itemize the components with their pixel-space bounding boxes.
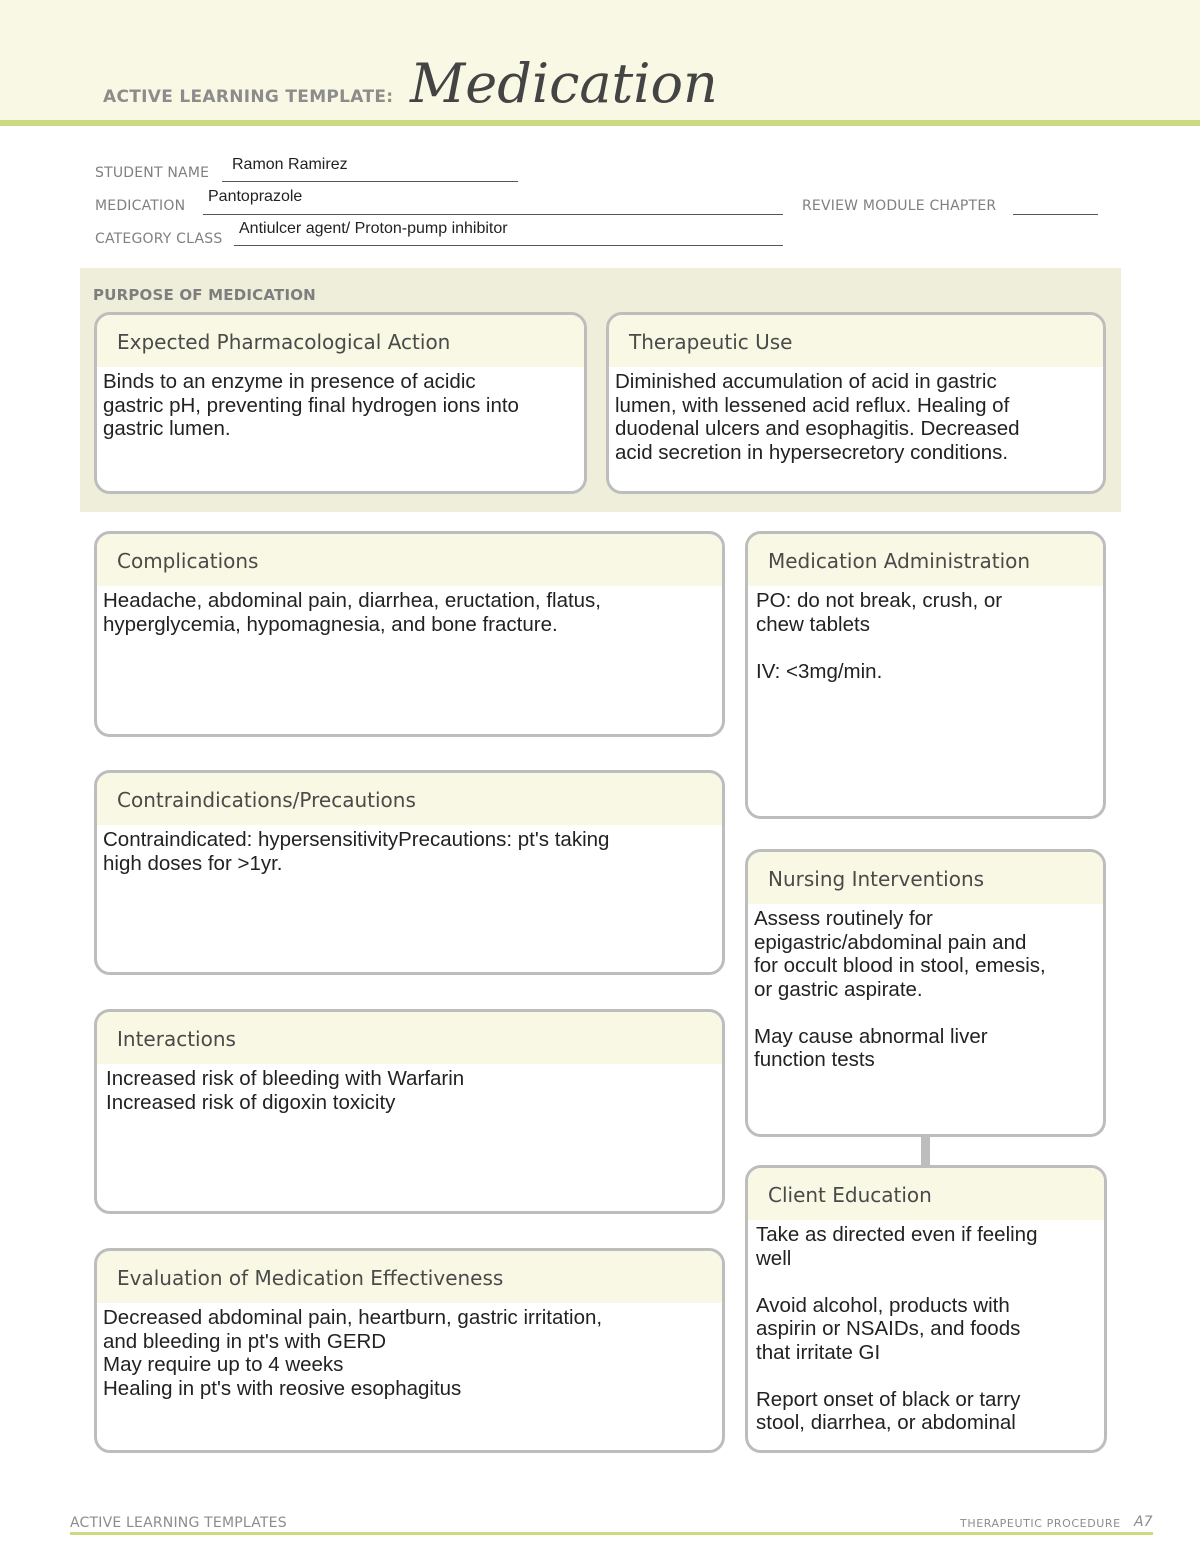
evaluation-text[interactable]: Decreased abdominal pain, heartburn, gastric irritation, and bleeding in pt's with GERD May require up to 4 weeks Healing in pt's with reosive esophagitus xyxy=(103,1306,603,1400)
purpose-label: PURPOSE OF MEDICATION xyxy=(93,286,316,304)
nursing-text[interactable]: Assess routinely for epigastric/abdominal pain and for occult blood in stool, emesis, or gastric aspirate. May cause abnormal liver function tests xyxy=(754,907,1046,1071)
education-text[interactable]: Take as directed even if feeling well Avoid alcohol, products with aspirin or NSAIDs, and foods that irritate GI Report onset of black or tarry stool, diarrhea, or abdominal xyxy=(756,1223,1038,1434)
evaluation-box xyxy=(94,1248,725,1453)
contraindications-box xyxy=(94,770,725,975)
contraindications-title: Contraindications/Precautions xyxy=(97,773,722,825)
education-box xyxy=(745,1165,1107,1453)
connector-bar xyxy=(921,1136,930,1166)
interactions-box xyxy=(94,1009,725,1214)
complications-text[interactable]: Headache, abdominal pain, diarrhea, eructation, flatus, hyperglycemia, hypomagnesia, and bone fracture. xyxy=(103,589,602,636)
evaluation-title: Evaluation of Medication Effectiveness xyxy=(97,1251,722,1303)
interactions-title: Interactions xyxy=(97,1012,722,1064)
category-class-label: CATEGORY CLASS xyxy=(95,231,223,247)
nursing-box xyxy=(745,849,1106,1137)
expected-action-title: Expected Pharmacological Action xyxy=(97,315,584,367)
complications-title: Complications xyxy=(97,534,722,586)
footer-rule xyxy=(70,1532,1153,1535)
nursing-title: Nursing Interventions xyxy=(748,852,1103,904)
therapeutic-use-text[interactable]: Diminished accumulation of acid in gastric lumen, with lessened acid reflux. Healing of duodenal ulcers and esophagitis. Decreased acid secretion in hypersecretory conditions. xyxy=(615,370,1020,464)
student-name-label: STUDENT NAME xyxy=(95,165,210,181)
medication-label: MEDICATION xyxy=(95,198,186,214)
category-class-value[interactable]: Antiulcer agent/ Proton-pump inhibitor xyxy=(239,220,508,237)
student-name-line xyxy=(222,181,518,182)
student-name-value[interactable]: Ramon Ramirez xyxy=(232,156,348,173)
footer-page-number: A7 xyxy=(1134,1514,1153,1530)
footer-left-label: ACTIVE LEARNING TEMPLATES xyxy=(70,1515,287,1531)
complications-box xyxy=(94,531,725,737)
footer-right-label: THERAPEUTIC PROCEDURE xyxy=(960,1517,1121,1530)
medication-line xyxy=(203,214,783,215)
contraindications-text[interactable]: Contraindicated: hypersensitivityPrecautions: pt's taking high doses for >1yr. xyxy=(103,828,610,875)
review-module-chapter-label: REVIEW MODULE CHAPTER xyxy=(802,198,997,214)
template-label: ACTIVE LEARNING TEMPLATE: xyxy=(103,87,394,107)
category-class-line xyxy=(234,245,783,246)
header-rule xyxy=(0,120,1200,126)
therapeutic-use-title: Therapeutic Use xyxy=(609,315,1103,367)
review-module-chapter-line xyxy=(1013,214,1098,215)
interactions-text[interactable]: Increased risk of bleeding with Warfarin Increased risk of digoxin toxicity xyxy=(106,1067,465,1114)
expected-action-box xyxy=(94,312,587,494)
administration-text[interactable]: PO: do not break, crush, or chew tablets IV: <3mg/min. xyxy=(756,589,1003,683)
expected-action-text[interactable]: Binds to an enzyme in presence of acidic gastric pH, preventing final hydrogen ions into gastric lumen. xyxy=(103,370,519,440)
page-title: Medication xyxy=(410,52,718,115)
education-title: Client Education xyxy=(748,1168,1104,1220)
administration-title: Medication Administration xyxy=(748,534,1103,586)
administration-box xyxy=(745,531,1106,819)
medication-value[interactable]: Pantoprazole xyxy=(208,188,303,205)
therapeutic-use-box xyxy=(606,312,1106,494)
